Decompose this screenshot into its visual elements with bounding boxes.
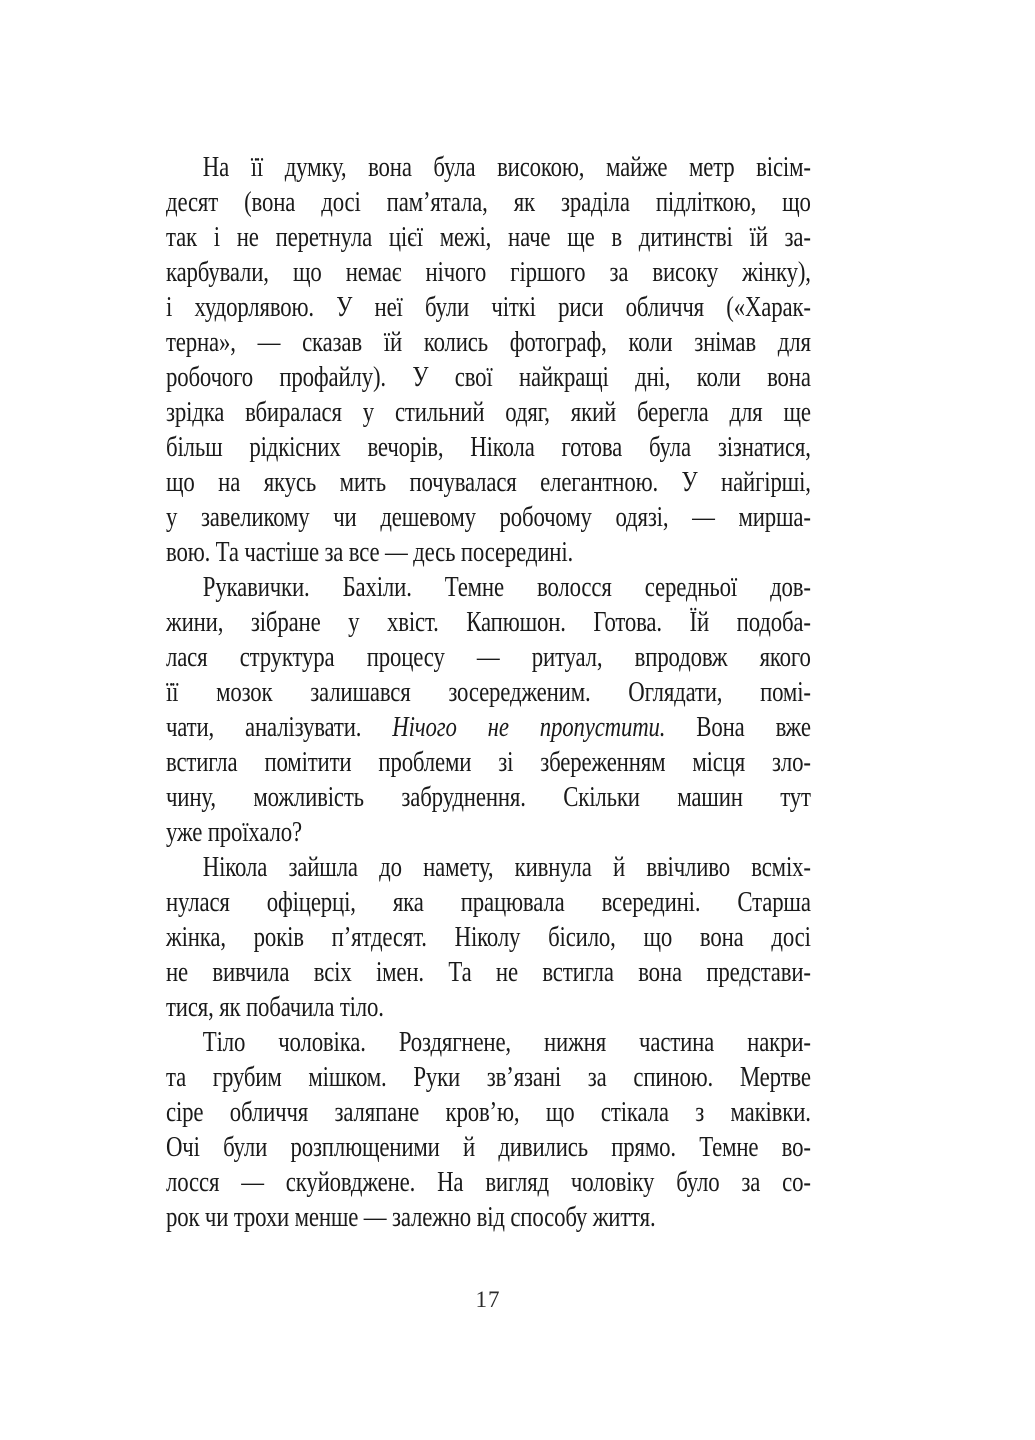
paragraph xyxy=(166,1025,811,1235)
text-line xyxy=(166,535,811,570)
text-segment: більш рідкісних вечорів, Нікола готова була зізнатися, xyxy=(166,432,811,463)
text-segment: терна», — сказав їй колись фотограф, коли знімав для xyxy=(166,327,811,358)
text-line xyxy=(166,675,811,710)
text-segment: і худорлявою. У неї були чіткі риси обличчя («Харак- xyxy=(166,292,811,323)
text-segment: уже проїхало? xyxy=(166,817,302,848)
text-line xyxy=(166,1095,811,1130)
text-line xyxy=(166,150,811,185)
text-segment: карбували, що немає нічого гіршого за високу жінку), xyxy=(166,257,811,288)
paragraph xyxy=(166,850,811,1025)
text-segment: сіре обличчя заляпане кров’ю, що стікала з маківки. xyxy=(166,1097,811,1128)
text-segment: робочого профайлу). У свої найкращі дні, коли вона xyxy=(166,362,811,393)
text-line xyxy=(166,990,811,1025)
text-line xyxy=(166,430,811,465)
text-line xyxy=(166,255,811,290)
text-line xyxy=(166,640,811,675)
text-line xyxy=(166,395,811,430)
text-segment: Тіло чоловіка. Роздягнене, нижня частина накри- xyxy=(202,1027,811,1058)
text-line xyxy=(166,220,811,255)
text-segment: що на якусь мить почувалася елегантною. У найгірші, xyxy=(166,467,811,498)
text-segment: не вивчила всіх імен. Та не встигла вона представи- xyxy=(166,957,811,988)
text-segment: Очі були розплющеними й дивились прямо. Темне во- xyxy=(166,1132,811,1163)
text-segment: так і не перетнула цієї межі, наче ще в дитинстві їй за- xyxy=(166,222,811,253)
text-segment: та грубим мішком. Руки зв’язані за спиною. Мертве xyxy=(166,1062,811,1093)
text-segment: лосся — скуйовджене. На вигляд чоловіку було за со- xyxy=(166,1167,811,1198)
text-segment: у завеликому чи дешевому робочому одязі, — мирша- xyxy=(166,502,811,533)
text-line xyxy=(166,1025,811,1060)
text-segment: тися, як побачила тіло. xyxy=(166,992,384,1023)
text-line xyxy=(166,1200,811,1235)
text-line xyxy=(166,1060,811,1095)
text-segment: Вона вже xyxy=(665,712,811,743)
text-line xyxy=(166,1165,811,1200)
text-line xyxy=(166,780,811,815)
text-line xyxy=(166,815,811,850)
body-text xyxy=(166,150,811,1235)
text-segment: жини, зібране у хвіст. Капюшон. Готова. Їй подоба- xyxy=(166,607,811,638)
text-line xyxy=(166,570,811,605)
paragraph xyxy=(166,570,811,850)
text-segment: її мозок залишався зосередженим. Оглядати, помі- xyxy=(166,677,811,708)
text-line xyxy=(166,885,811,920)
text-segment: На її думку, вона була високою, майже метр вісім- xyxy=(202,152,811,183)
text-segment: зрідка вбиралася у стильний одяг, який берегла для ще xyxy=(166,397,811,428)
text-segment: чину, можливість забруднення. Скільки машин тут xyxy=(166,782,811,813)
text-segment: Нікола зайшла до намету, кивнула й ввічливо всміх- xyxy=(202,852,811,883)
text-segment: Рукавички. Бахіли. Темне волосся середньої дов- xyxy=(202,572,811,603)
text-line xyxy=(166,710,811,745)
page-number: 17 xyxy=(475,1287,501,1312)
text-line xyxy=(166,465,811,500)
text-line xyxy=(166,850,811,885)
text-line xyxy=(166,1130,811,1165)
text-segment: нулася офіцерці, яка працювала всередині. Старша xyxy=(166,887,811,918)
text-line xyxy=(166,745,811,780)
text-line xyxy=(166,290,811,325)
text-line xyxy=(166,605,811,640)
text-segment: вою. Та частіше за все — десь посередині. xyxy=(166,537,574,568)
text-line xyxy=(166,360,811,395)
text-line xyxy=(166,920,811,955)
text-segment: чати, аналізувати. xyxy=(166,712,393,743)
text-segment: встигла помітити проблеми зі збереженням місця зло- xyxy=(166,747,811,778)
paragraph xyxy=(166,150,811,570)
text-segment: лася структура процесу — ритуал, впродовж якого xyxy=(166,642,811,673)
text-segment: десят (вона досі пам’ятала, як зраділа підліткою, що xyxy=(166,187,811,218)
text-line xyxy=(166,500,811,535)
text-segment: жінка, років п’ятдесят. Ніколу бісило, що вона досі xyxy=(166,922,811,953)
text-line xyxy=(166,955,811,990)
text-line xyxy=(166,185,811,220)
text-segment: рок чи трохи менше — залежно від способу життя. xyxy=(166,1202,656,1233)
italic-text-segment: Нічого не пропустити. xyxy=(392,712,666,743)
text-line xyxy=(166,325,811,360)
